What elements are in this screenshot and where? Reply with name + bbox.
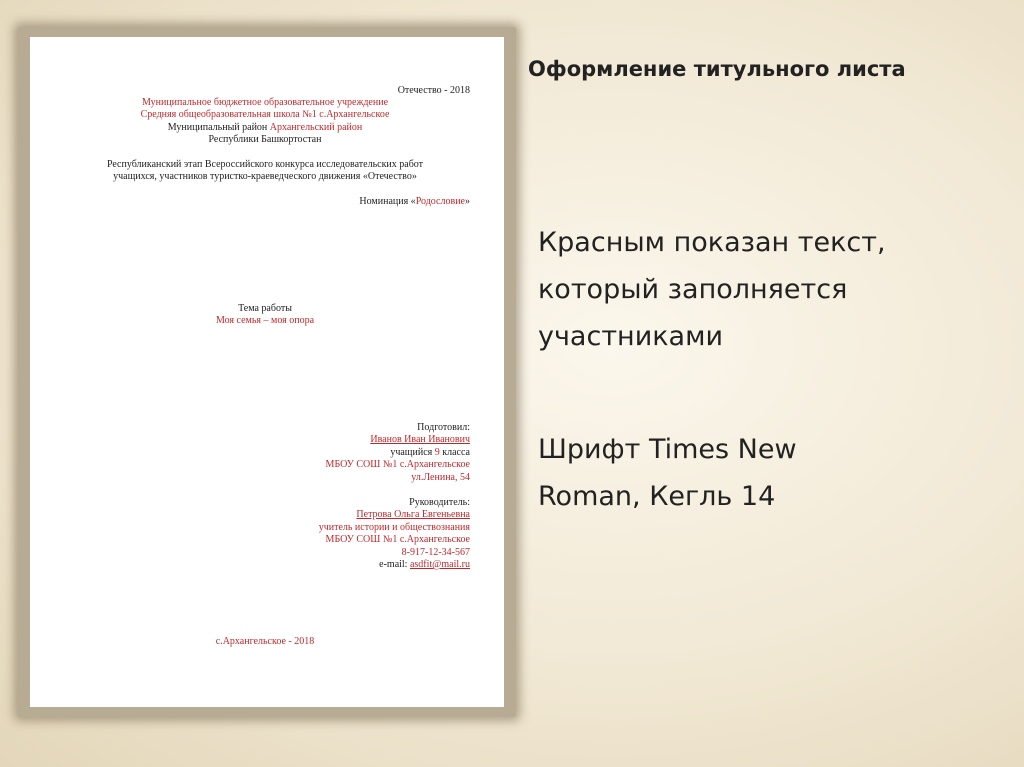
contest-block xyxy=(30,159,500,184)
nomination-line: Номинация «Родословие» xyxy=(359,196,470,207)
note-red-text: Красным показан текст, который заполняется участниками xyxy=(538,227,886,352)
header-year: Отечество - 2018 xyxy=(397,85,470,96)
org-line-2: Средняя общеобразовательная школа №1 с.Архангельское xyxy=(140,109,390,121)
org-line-1: Муниципальное бюджетное образовательное учреждение xyxy=(141,97,389,108)
slide-title: Оформление титульного листа xyxy=(528,57,906,81)
nomination-block xyxy=(30,196,470,208)
document-header xyxy=(30,85,470,97)
supervisor-school: МБОУ СОШ №1 с.Архангельское xyxy=(325,534,470,546)
organization-block xyxy=(30,97,500,147)
prepared-label: Подготовил: xyxy=(417,422,470,433)
title-page-document xyxy=(30,37,504,707)
document-footer xyxy=(30,636,500,648)
supervisor-phone: 8-917-12-34-567 xyxy=(401,546,470,558)
supervisor-label: Руководитель: xyxy=(409,497,470,508)
note-font: Шрифт Times New Roman, Кегль 14 xyxy=(538,434,797,512)
email-value: asdfit@mail.ru xyxy=(409,559,470,571)
student-grade: учащийся 9 класса xyxy=(390,446,470,458)
topic-value: Моя семья – моя опора xyxy=(215,315,315,327)
student-address: ул.Ленина, 54 xyxy=(411,471,470,483)
student-school: МБОУ СОШ №1 с.Архангельское xyxy=(325,459,470,471)
footer-place-year: с.Архангельское - 2018 xyxy=(215,636,315,647)
topic-label: Тема работы xyxy=(238,303,292,314)
topic-block xyxy=(30,303,500,328)
author-block xyxy=(30,422,470,484)
contest-line-1: Республиканский этап Всероссийского конкурса исследовательских работ xyxy=(106,159,424,170)
district-line: Муниципальный район Архангельский район xyxy=(167,121,363,133)
nomination-value: Родословие xyxy=(415,196,465,207)
republic-line: Республики Башкортостан xyxy=(208,134,322,146)
supervisor-block xyxy=(30,497,470,571)
district-name: Архангельский район xyxy=(269,121,363,133)
supervisor-role: учитель истории и обществознания xyxy=(318,521,470,533)
supervisor-name: Петрова Ольга Евгеньевна xyxy=(356,509,470,521)
contest-line-2: учащихся, участников туристко-краеведческого движения «Отечество» xyxy=(113,171,417,183)
supervisor-email: e-mail: asdfit@mail.ru xyxy=(379,559,470,571)
student-name: Иванов Иван Иванович xyxy=(370,434,470,446)
